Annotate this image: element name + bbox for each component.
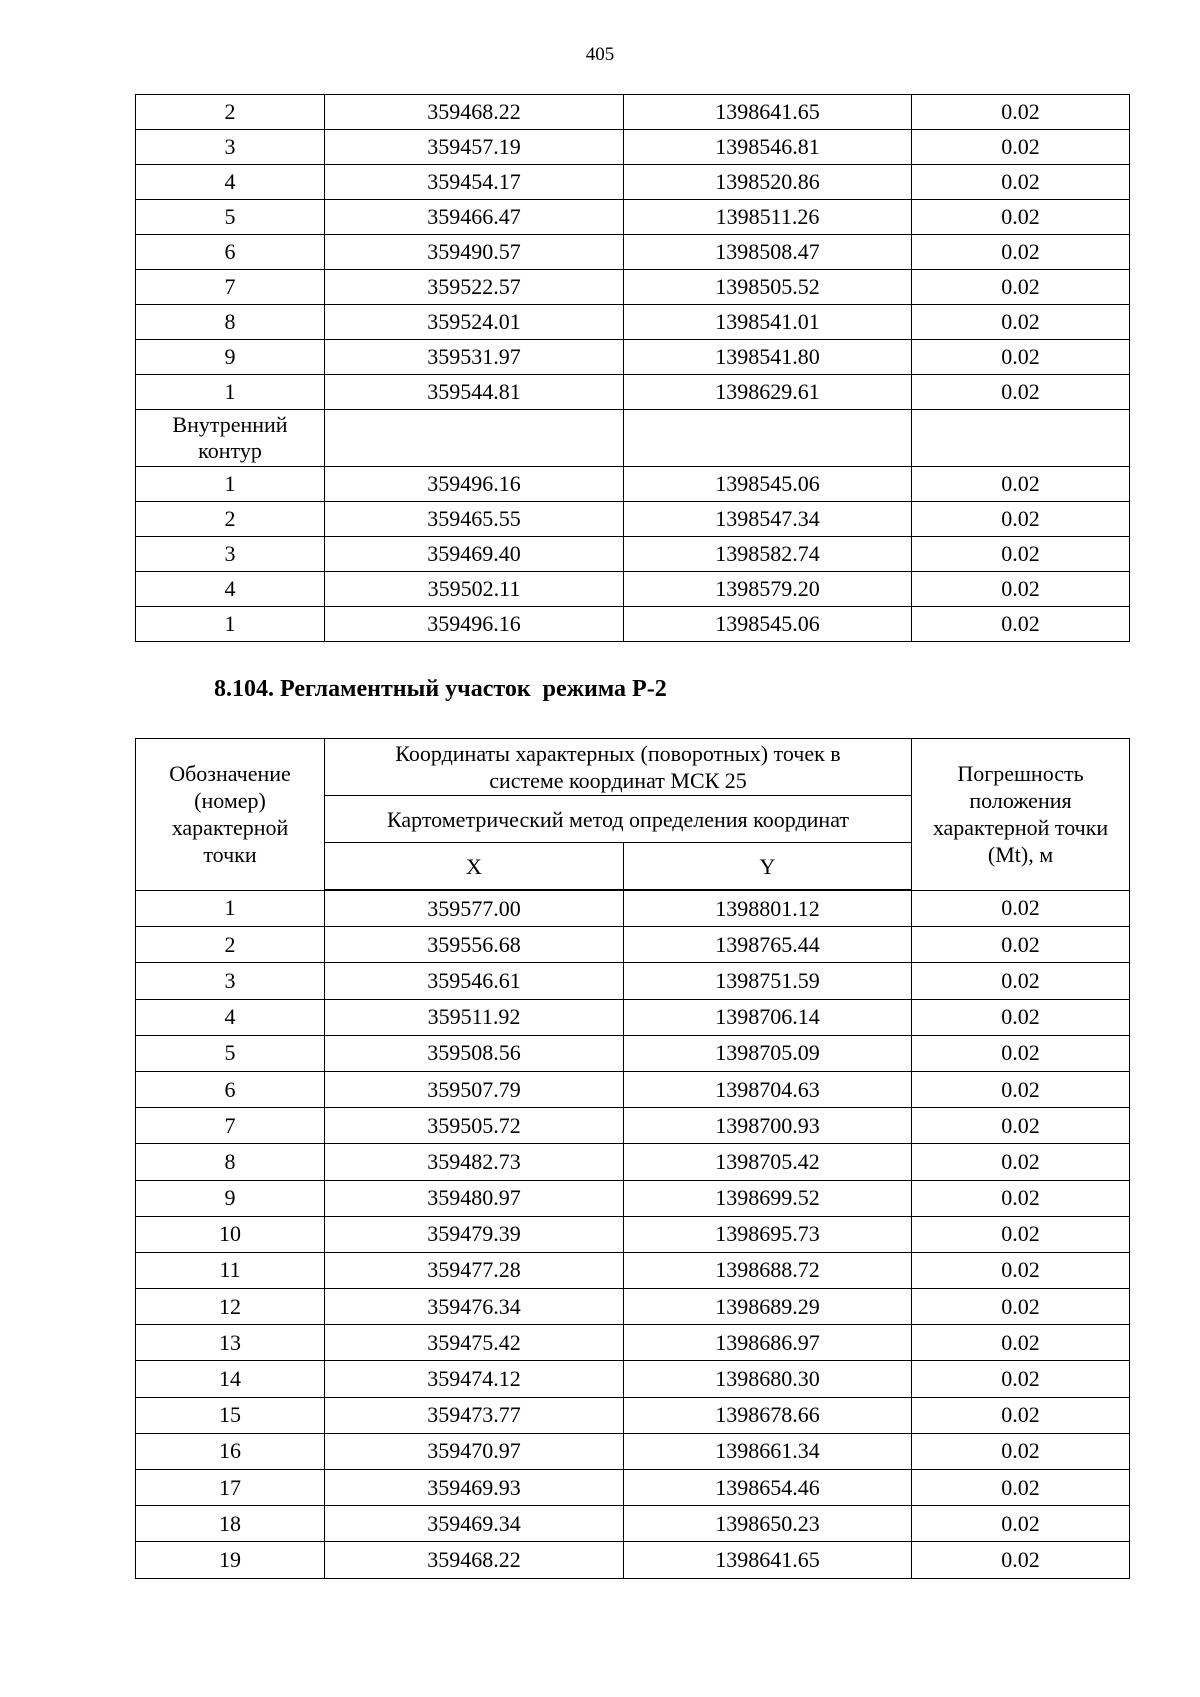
x-coordinate: 359511.92 xyxy=(325,999,624,1035)
header-col1-line: Обозначение xyxy=(169,761,291,787)
header-accuracy xyxy=(912,739,1130,891)
table-row xyxy=(136,1180,1130,1216)
point-number: 7 xyxy=(136,270,325,305)
accuracy-value: 0.02 xyxy=(912,305,1130,340)
point-number: 18 xyxy=(136,1506,325,1542)
x-coordinate: 359480.97 xyxy=(325,1180,624,1216)
table-row xyxy=(136,235,1130,270)
x-coordinate: 359469.34 xyxy=(325,1506,624,1542)
table-row xyxy=(136,1289,1130,1325)
header-col4-line: положения xyxy=(969,788,1072,814)
y-coordinate: 1398680.30 xyxy=(624,1361,912,1397)
table-row xyxy=(136,1035,1130,1071)
x-coordinate: 359474.12 xyxy=(325,1361,624,1397)
point-number: 6 xyxy=(136,1071,325,1107)
accuracy-value: 0.02 xyxy=(912,1071,1130,1107)
x-coordinate: 359466.47 xyxy=(325,200,624,235)
x-coordinate: 359468.22 xyxy=(325,95,624,130)
y-coordinate: 1398661.34 xyxy=(624,1433,912,1469)
x-coordinate: 359477.28 xyxy=(325,1252,624,1288)
x-coordinate: 359524.01 xyxy=(325,305,624,340)
point-number: 12 xyxy=(136,1289,325,1325)
accuracy-value: 0.02 xyxy=(912,1180,1130,1216)
point-number: 2 xyxy=(136,95,325,130)
y-coordinate: 1398547.34 xyxy=(624,502,912,537)
accuracy-value: 0.02 xyxy=(912,200,1130,235)
y-coordinate: 1398545.06 xyxy=(624,607,912,642)
accuracy-value: 0.02 xyxy=(912,1252,1130,1288)
table-row xyxy=(136,1470,1130,1506)
inner-contour-label-row xyxy=(136,410,1130,467)
inner-contour-label-line2: контур xyxy=(198,438,262,463)
table-row xyxy=(136,1325,1130,1361)
header-point-designation xyxy=(136,739,325,891)
y-coordinate: 1398508.47 xyxy=(624,235,912,270)
section-title: 8.104. Регламентный участок режима Р-2 xyxy=(214,676,667,702)
point-number: 16 xyxy=(136,1433,325,1469)
coordinates-table-p2 xyxy=(135,738,1130,1579)
table-row xyxy=(136,1506,1130,1542)
coordinates-table-continued xyxy=(135,94,1130,642)
table-row xyxy=(136,130,1130,165)
point-number: 3 xyxy=(136,537,325,572)
y-coordinate: 1398541.80 xyxy=(624,340,912,375)
x-coordinate: 359476.34 xyxy=(325,1289,624,1325)
table-row xyxy=(136,1433,1130,1469)
point-number: 19 xyxy=(136,1542,325,1578)
accuracy-value: 0.02 xyxy=(912,1035,1130,1071)
x-coordinate: 359522.57 xyxy=(325,270,624,305)
accuracy-value: 0.02 xyxy=(912,1433,1130,1469)
table-row xyxy=(136,1542,1130,1578)
outer-contour-rows xyxy=(136,95,1130,410)
table-row xyxy=(136,1216,1130,1252)
y-coordinate: 1398520.86 xyxy=(624,165,912,200)
y-coordinate: 1398688.72 xyxy=(624,1252,912,1288)
accuracy-value: 0.02 xyxy=(912,963,1130,999)
y-coordinate: 1398650.23 xyxy=(624,1506,912,1542)
point-number: 9 xyxy=(136,1180,325,1216)
x-coordinate: 359469.40 xyxy=(325,537,624,572)
y-coordinate: 1398511.26 xyxy=(624,200,912,235)
accuracy-value: 0.02 xyxy=(912,537,1130,572)
header-col1-line: (номер) xyxy=(194,788,266,814)
header-group-line: Координаты характерных (поворотных) точек в xyxy=(395,741,841,766)
y-coordinate: 1398751.59 xyxy=(624,963,912,999)
table-row xyxy=(136,95,1130,130)
table-row xyxy=(136,999,1130,1035)
accuracy-value: 0.02 xyxy=(912,1289,1130,1325)
accuracy-value: 0.02 xyxy=(912,1470,1130,1506)
point-number: 1 xyxy=(136,890,325,927)
y-coordinate: 1398765.44 xyxy=(624,927,912,963)
table-row xyxy=(136,502,1130,537)
y-coordinate: 1398801.12 xyxy=(624,890,912,927)
table-row xyxy=(136,1252,1130,1288)
y-coordinate: 1398641.65 xyxy=(624,95,912,130)
x-coordinate: 359454.17 xyxy=(325,165,624,200)
table-row xyxy=(136,537,1130,572)
inner-contour-label-line1: Внутренний xyxy=(172,412,288,437)
accuracy-value: 0.02 xyxy=(912,1506,1130,1542)
y-coordinate: 1398689.29 xyxy=(624,1289,912,1325)
table-row xyxy=(136,1361,1130,1397)
point-number: 5 xyxy=(136,200,325,235)
point-number: 5 xyxy=(136,1035,325,1071)
table-row xyxy=(136,375,1130,410)
accuracy-value: 0.02 xyxy=(912,607,1130,642)
accuracy-value: 0.02 xyxy=(912,572,1130,607)
accuracy-value: 0.02 xyxy=(912,890,1130,927)
x-coordinate: 359544.81 xyxy=(325,375,624,410)
accuracy-value: 0.02 xyxy=(912,1216,1130,1252)
x-coordinate: 359546.61 xyxy=(325,963,624,999)
point-number: 3 xyxy=(136,963,325,999)
x-coordinate: 359482.73 xyxy=(325,1144,624,1180)
x-coordinate: 359469.93 xyxy=(325,1470,624,1506)
y-coordinate: 1398541.01 xyxy=(624,305,912,340)
x-coordinate: 359475.42 xyxy=(325,1325,624,1361)
point-number: 11 xyxy=(136,1252,325,1288)
accuracy-value: 0.02 xyxy=(912,95,1130,130)
y-coordinate: 1398699.52 xyxy=(624,1180,912,1216)
y-coordinate: 1398678.66 xyxy=(624,1397,912,1433)
x-coordinate: 359496.16 xyxy=(325,467,624,502)
point-number: 15 xyxy=(136,1397,325,1433)
y-coordinate: 1398546.81 xyxy=(624,130,912,165)
y-coordinate: 1398695.73 xyxy=(624,1216,912,1252)
accuracy-value: 0.02 xyxy=(912,235,1130,270)
x-coordinate: 359505.72 xyxy=(325,1108,624,1144)
accuracy-value: 0.02 xyxy=(912,1108,1130,1144)
point-number: 4 xyxy=(136,999,325,1035)
y-coordinate: 1398700.93 xyxy=(624,1108,912,1144)
header-x: X xyxy=(325,843,624,891)
x-coordinate: 359508.56 xyxy=(325,1035,624,1071)
y-coordinate: 1398686.97 xyxy=(624,1325,912,1361)
point-number: 1 xyxy=(136,607,325,642)
accuracy-value: 0.02 xyxy=(912,165,1130,200)
point-number: 3 xyxy=(136,130,325,165)
y-coordinate: 1398505.52 xyxy=(624,270,912,305)
table-row xyxy=(136,165,1130,200)
page-number: 405 xyxy=(585,44,615,65)
header-col4-line: Погрешность xyxy=(957,761,1084,787)
x-coordinate: 359577.00 xyxy=(325,890,624,927)
accuracy-value: 0.02 xyxy=(912,1325,1130,1361)
x-coordinate: 359468.22 xyxy=(325,1542,624,1578)
table-row xyxy=(136,200,1130,235)
table-row xyxy=(136,340,1130,375)
point-number: 2 xyxy=(136,502,325,537)
accuracy-value: 0.02 xyxy=(912,1542,1130,1578)
header-col1-line: характерной xyxy=(171,815,289,841)
point-number: 9 xyxy=(136,340,325,375)
y-coordinate: 1398629.61 xyxy=(624,375,912,410)
point-number: 7 xyxy=(136,1108,325,1144)
inner-contour-label xyxy=(136,410,325,467)
point-number: 1 xyxy=(136,375,325,410)
table-row xyxy=(136,305,1130,340)
accuracy-value: 0.02 xyxy=(912,270,1130,305)
accuracy-value: 0.02 xyxy=(912,1144,1130,1180)
header-col1-line: точки xyxy=(203,842,257,868)
header-col4-line: (Mt), м xyxy=(987,842,1054,868)
point-number: 4 xyxy=(136,165,325,200)
y-coordinate: 1398545.06 xyxy=(624,467,912,502)
point-number: 10 xyxy=(136,1216,325,1252)
accuracy-value: 0.02 xyxy=(912,130,1130,165)
accuracy-value: 0.02 xyxy=(912,1361,1130,1397)
accuracy-value: 0.02 xyxy=(912,1397,1130,1433)
empty-cell xyxy=(624,410,912,467)
y-coordinate: 1398641.65 xyxy=(624,1542,912,1578)
y-coordinate: 1398654.46 xyxy=(624,1470,912,1506)
x-coordinate: 359470.97 xyxy=(325,1433,624,1469)
x-coordinate: 359531.97 xyxy=(325,340,624,375)
y-coordinate: 1398705.42 xyxy=(624,1144,912,1180)
point-number: 4 xyxy=(136,572,325,607)
point-number: 8 xyxy=(136,305,325,340)
point-number: 13 xyxy=(136,1325,325,1361)
y-coordinate: 1398579.20 xyxy=(624,572,912,607)
header-y: Y xyxy=(624,843,912,891)
point-number: 1 xyxy=(136,467,325,502)
y-coordinate: 1398704.63 xyxy=(624,1071,912,1107)
accuracy-value: 0.02 xyxy=(912,999,1130,1035)
table-row xyxy=(136,1071,1130,1107)
inner-contour-rows xyxy=(136,467,1130,642)
point-number: 14 xyxy=(136,1361,325,1397)
x-coordinate: 359502.11 xyxy=(325,572,624,607)
y-coordinate: 1398705.09 xyxy=(624,1035,912,1071)
accuracy-value: 0.02 xyxy=(912,375,1130,410)
header-group-line: системе координат МСК 25 xyxy=(489,768,747,793)
y-coordinate: 1398706.14 xyxy=(624,999,912,1035)
accuracy-value: 0.02 xyxy=(912,340,1130,375)
empty-cell xyxy=(325,410,624,467)
table-row xyxy=(136,1397,1130,1433)
x-coordinate: 359479.39 xyxy=(325,1216,624,1252)
table-row xyxy=(136,467,1130,502)
p2-rows xyxy=(136,890,1130,1578)
accuracy-value: 0.02 xyxy=(912,502,1130,537)
table-row xyxy=(136,1108,1130,1144)
header-coordinates-group xyxy=(325,739,912,796)
header-method: Картометрический метод определения координат xyxy=(325,796,912,843)
table-row xyxy=(136,1144,1130,1180)
x-coordinate: 359465.55 xyxy=(325,502,624,537)
point-number: 6 xyxy=(136,235,325,270)
table-row xyxy=(136,927,1130,963)
table-row xyxy=(136,572,1130,607)
table-row xyxy=(136,890,1130,927)
table-row xyxy=(136,963,1130,999)
point-number: 2 xyxy=(136,927,325,963)
table-row xyxy=(136,270,1130,305)
accuracy-value: 0.02 xyxy=(912,467,1130,502)
point-number: 8 xyxy=(136,1144,325,1180)
table-row xyxy=(136,607,1130,642)
point-number: 17 xyxy=(136,1470,325,1506)
x-coordinate: 359496.16 xyxy=(325,607,624,642)
header-col4-line: характерной точки xyxy=(932,815,1109,841)
x-coordinate: 359556.68 xyxy=(325,927,624,963)
y-coordinate: 1398582.74 xyxy=(624,537,912,572)
x-coordinate: 359473.77 xyxy=(325,1397,624,1433)
x-coordinate: 359490.57 xyxy=(325,235,624,270)
x-coordinate: 359457.19 xyxy=(325,130,624,165)
accuracy-value: 0.02 xyxy=(912,927,1130,963)
empty-cell xyxy=(912,410,1130,467)
x-coordinate: 359507.79 xyxy=(325,1071,624,1107)
